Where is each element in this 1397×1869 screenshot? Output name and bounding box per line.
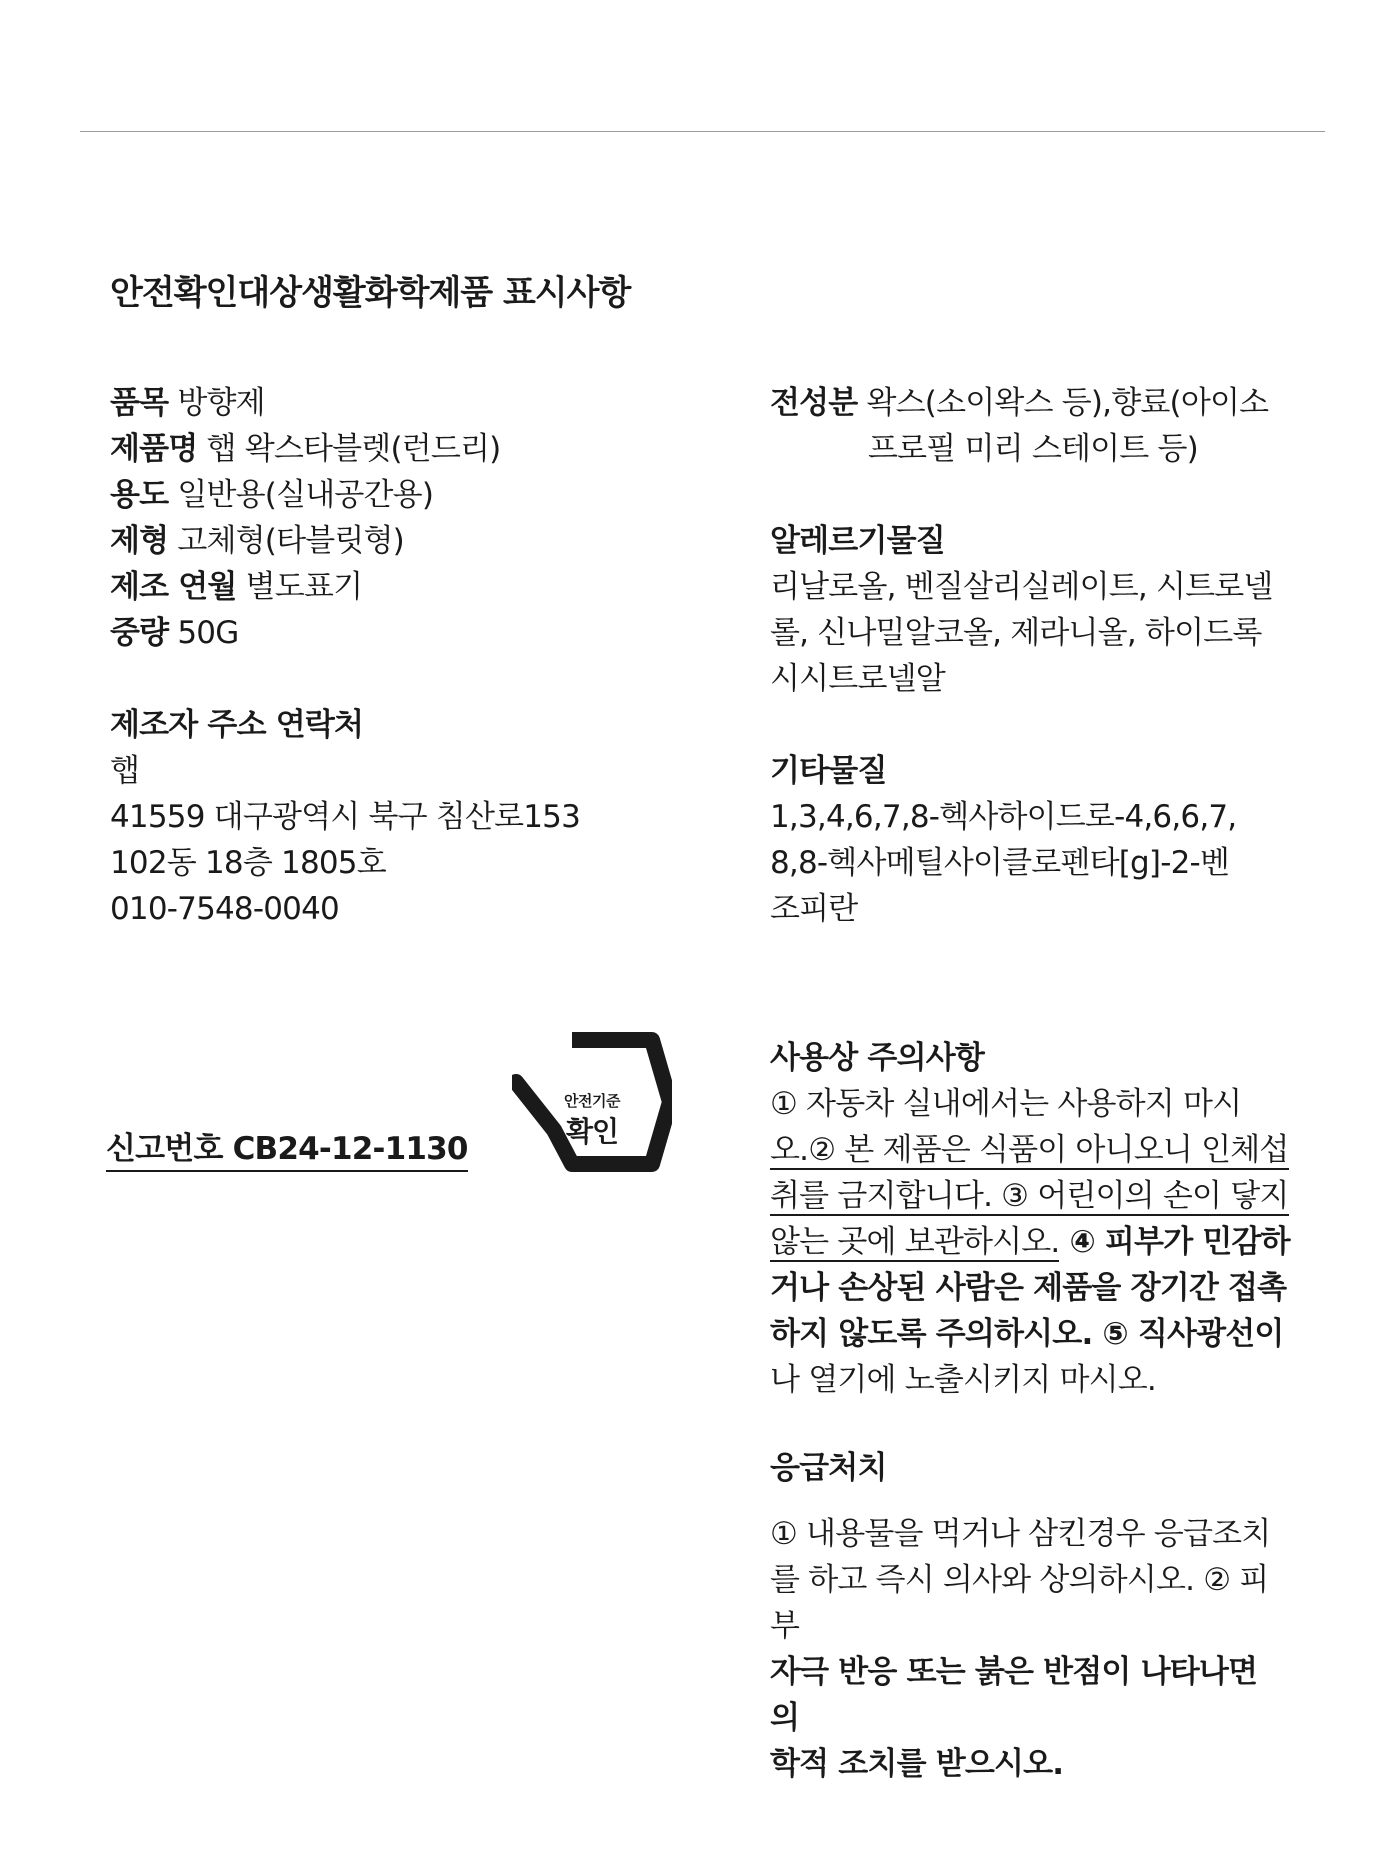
other-substances-line: 조피란 xyxy=(770,891,858,927)
manufacturer-heading: 제조자 주소 연락처 xyxy=(110,707,364,743)
other-substances-line: 8,8-헥사메틸사이클로펜타[g]-2-벤 xyxy=(770,845,1230,881)
field-usage: 용도 일반용(실내공간용) xyxy=(110,477,434,513)
allergens-line: 시시트로넬알 xyxy=(770,661,945,697)
field-item: 품목 방향제 xyxy=(110,385,265,421)
caution-section xyxy=(770,1035,1295,1403)
caution-line: 하지 않도록 주의하시오. ⑤ 직사광선이 xyxy=(770,1316,1284,1352)
caution-line: 취를 금지합니다. ③ 어린이의 손이 닿지 xyxy=(770,1178,1289,1214)
other-substances-heading: 기타물질 xyxy=(770,753,887,789)
ingredients-line-1: 전성분 왁스(소이왁스 등),향료(아이소 xyxy=(770,385,1269,421)
caution-line: 나 열기에 노출시키지 마시오. xyxy=(770,1362,1156,1398)
other-substances-line: 1,3,4,6,7,8-헥사하이드로-4,6,6,7, xyxy=(770,799,1237,835)
manufacturer-address-1: 41559 대구광역시 북구 침산로153 xyxy=(110,799,581,835)
field-product-name: 제품명 햅 왁스타블렛(런드리) xyxy=(110,431,501,467)
emergency-line: ① 내용물을 먹거나 삼킨경우 응급조치 xyxy=(770,1516,1271,1552)
registration-number: 신고번호 CB24-12-1130 xyxy=(106,1123,468,1172)
manufacturer-phone: 010-7548-0040 xyxy=(110,891,339,927)
mark-label-small: 안전기준 xyxy=(564,1092,620,1110)
caution-heading: 사용상 주의사항 xyxy=(770,1040,985,1076)
emergency-section xyxy=(770,1445,1295,1787)
manufacturer-name: 햅 xyxy=(110,753,140,789)
emergency-heading: 응급처치 xyxy=(770,1450,887,1486)
caution-line: 거나 손상된 사람은 제품을 장기간 접촉 xyxy=(770,1270,1287,1306)
emergency-line: 학적 조치를 받으시오. xyxy=(770,1746,1064,1782)
top-divider xyxy=(80,131,1325,132)
ingredients-line-2: 프로필 미리 스테이트 등) xyxy=(868,431,1198,467)
page-title: 안전확인대상생활화학제품 표시사항 xyxy=(110,273,631,313)
ingredients-info xyxy=(770,380,1290,932)
manufacturer-address-2: 102동 18층 1805호 xyxy=(110,845,386,881)
caution-line: 않는 곳에 보관하시오. ④ 피부가 민감하 xyxy=(770,1224,1290,1260)
product-info xyxy=(110,380,710,932)
field-form: 제형 고체형(타블릿형) xyxy=(110,523,404,559)
allergens-line: 롤, 신나밀알코올, 제라니올, 하이드록 xyxy=(770,615,1262,651)
allergens-line: 리날로올, 벤질살리실레이트, 시트로넬 xyxy=(770,569,1273,605)
caution-line: 오.② 본 제품은 식품이 아니오니 인체섭 xyxy=(770,1132,1289,1168)
safety-standard-mark-icon xyxy=(512,1030,672,1175)
field-weight: 중량 50G xyxy=(110,615,239,651)
emergency-line: 자극 반응 또는 붉은 반점이 나타나면 의 xyxy=(770,1654,1258,1736)
mark-label-big: 확인 xyxy=(565,1115,619,1148)
caution-line: ① 자동차 실내에서는 사용하지 마시 xyxy=(770,1086,1242,1122)
allergens-heading: 알레르기물질 xyxy=(770,523,945,559)
emergency-line: 를 하고 즉시 의사와 상의하시오. ② 피부 xyxy=(770,1562,1269,1644)
field-manufacture-date: 제조 연월 별도표기 xyxy=(110,569,363,605)
